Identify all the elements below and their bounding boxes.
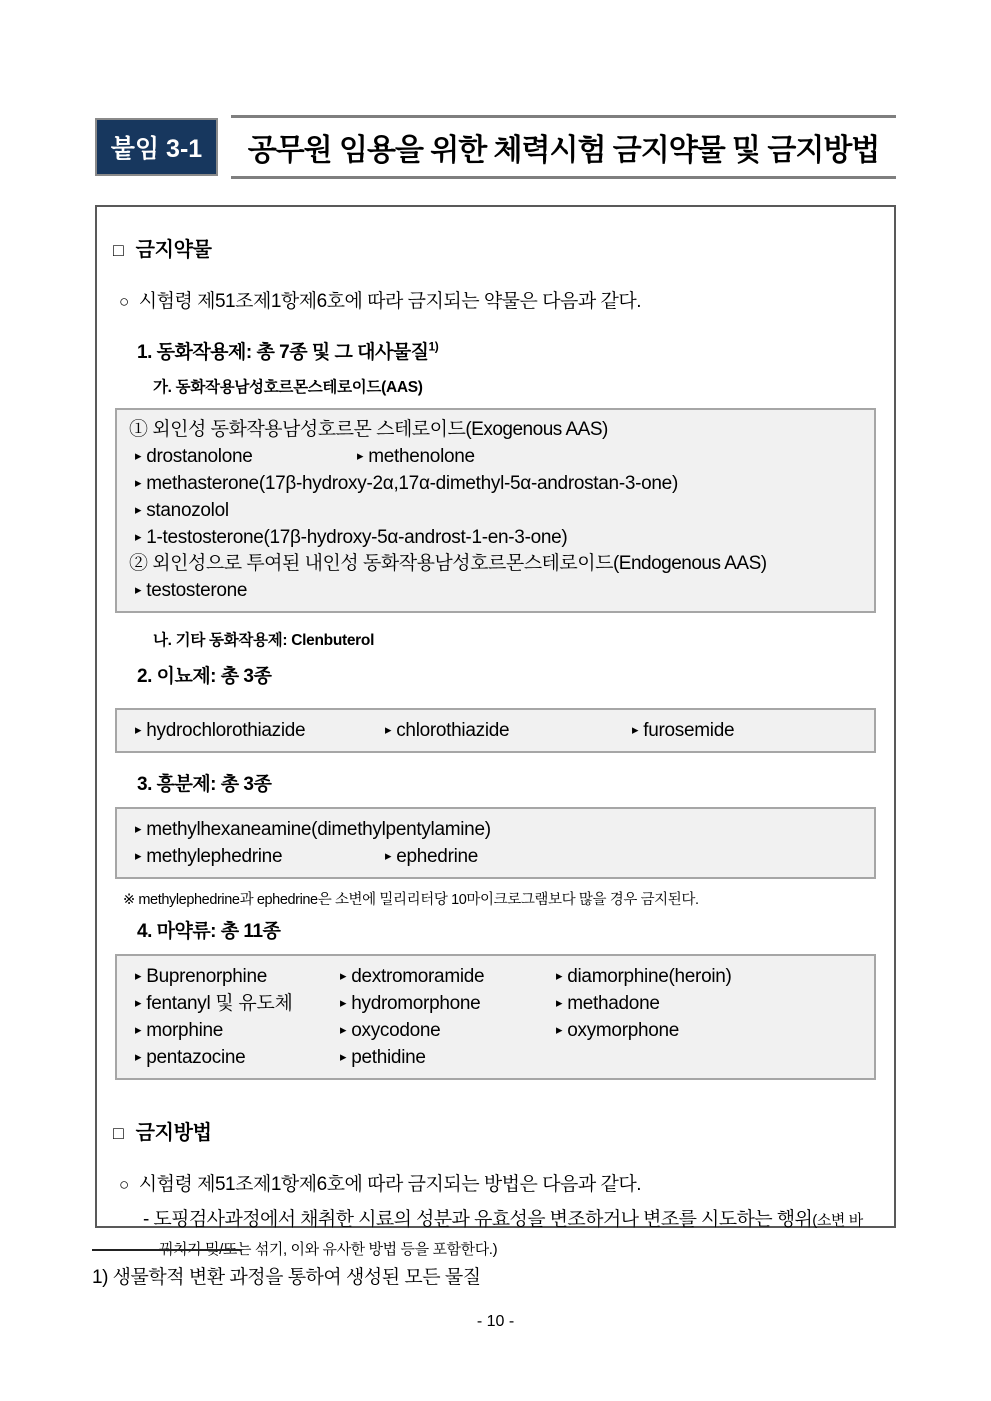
triangle-bullet-icon: ▸ bbox=[340, 1022, 347, 1037]
drug-row bbox=[135, 497, 862, 524]
prohibited-methods-heading-label: 금지방법 bbox=[135, 1122, 212, 1144]
drug-item bbox=[556, 993, 660, 1014]
triangle-bullet-icon: ▸ bbox=[556, 1022, 563, 1037]
drug-name: pethidine bbox=[351, 1047, 426, 1068]
stimulants-note: ※ methylephedrine과 ephedrine은 소변에 밀리리터당 10마이크로그램보다 많을 경우 금지된다. bbox=[123, 892, 699, 908]
drug-item bbox=[632, 720, 734, 741]
drug-name: morphine bbox=[146, 1020, 224, 1041]
section1-title bbox=[137, 337, 876, 364]
drug-name: diamorphine(heroin) bbox=[567, 966, 732, 987]
methods-detail-paren: (소변 바꿔치기 및/또는 섞기, 이와 유사한 방법 등을 포함한다.) bbox=[159, 1212, 863, 1258]
methods-intro-text: 시험령 제51조제1항제6호에 따라 금지되는 방법은 다음과 같다. bbox=[138, 1174, 641, 1195]
prohibited-methods-heading bbox=[113, 1116, 876, 1145]
triangle-bullet-icon: ▸ bbox=[385, 722, 392, 737]
triangle-bullet-icon: ▸ bbox=[632, 722, 639, 737]
drug-row bbox=[135, 717, 862, 744]
triangle-bullet-icon: ▸ bbox=[135, 448, 142, 463]
methods-intro bbox=[119, 1169, 876, 1196]
section2-title: 2. 이뇨제: 총 3종 bbox=[137, 666, 272, 687]
stimulants-drug-box bbox=[115, 807, 876, 879]
drug-item bbox=[556, 1020, 679, 1041]
triangle-bullet-icon: ▸ bbox=[556, 968, 563, 983]
triangle-bullet-icon: ▸ bbox=[135, 848, 142, 863]
methods-detail-text: 도핑검사과정에서 채취한 시료의 성분과 유효성을 변조하거나 변조를 시도하는 행위 bbox=[153, 1209, 813, 1230]
section1-title-text: 1. 동화작용제: 총 7종 및 그 대사물질 bbox=[137, 342, 429, 363]
endogenous-aas-line: ② 외인성으로 투여된 내인성 동화작용남성호르몬스테로이드(Endogenous AAS) bbox=[129, 553, 767, 574]
drug-item bbox=[135, 963, 340, 990]
drugs-intro-text: 시험령 제51조제1항제6호에 따라 금지되는 약물은 다음과 같다. bbox=[138, 291, 641, 312]
triangle-bullet-icon: ▸ bbox=[135, 502, 142, 517]
drug-name: methadone bbox=[567, 993, 660, 1014]
dash-marker: - bbox=[143, 1209, 149, 1230]
drug-name: chlorothiazide bbox=[396, 720, 510, 741]
drug-item bbox=[135, 1044, 340, 1071]
drug-item bbox=[135, 1017, 340, 1044]
triangle-bullet-icon: ▸ bbox=[135, 475, 142, 490]
drug-item bbox=[340, 1017, 556, 1044]
attachment-badge: 붙임 3-1 bbox=[95, 118, 218, 176]
drug-name: Buprenorphine bbox=[146, 966, 267, 987]
triangle-bullet-icon: ▸ bbox=[135, 529, 142, 544]
drug-item bbox=[340, 1047, 426, 1068]
drug-name: pentazocine bbox=[146, 1047, 246, 1068]
page-number: - 10 - bbox=[476, 1313, 515, 1330]
section4-title: 4. 마약류: 총 11종 bbox=[137, 921, 281, 942]
drug-item bbox=[340, 963, 556, 990]
narcotics-drug-box bbox=[115, 954, 876, 1080]
drug-name: stanozolol bbox=[146, 500, 229, 521]
drug-item bbox=[385, 846, 478, 867]
drug-item bbox=[135, 990, 340, 1017]
exogenous-aas-line: ① 외인성 동화작용남성호르몬 스테로이드(Exogenous AAS) bbox=[129, 419, 608, 440]
triangle-bullet-icon: ▸ bbox=[340, 995, 347, 1010]
drug-row bbox=[135, 816, 862, 843]
circle-marker-icon: ○ bbox=[119, 292, 129, 311]
drug-name: oxymorphone bbox=[567, 1020, 680, 1041]
drug-name: oxycodone bbox=[351, 1020, 441, 1041]
drug-name: testosterone bbox=[146, 580, 248, 601]
section1-sub-a: 가. 동화작용남성호르몬스테로이드(AAS) bbox=[153, 379, 423, 396]
drug-row bbox=[135, 1044, 862, 1071]
drug-row bbox=[135, 577, 862, 604]
drug-row bbox=[135, 524, 862, 551]
drug-name: fentanyl 및 유도체 bbox=[146, 993, 293, 1014]
main-content-box bbox=[95, 205, 896, 1258]
triangle-bullet-icon: ▸ bbox=[135, 1049, 142, 1064]
footnote-text: 1) 생물학적 변환 과정을 통하여 생성된 모든 물질 bbox=[92, 1267, 481, 1288]
drug-name: methylhexaneamine(dimethylpentylamine) bbox=[146, 819, 491, 840]
drug-name: methasterone(17β-hydroxy-2α,17α-dimethyl-5α-androstan-3-one) bbox=[146, 473, 678, 494]
drug-name: 1-testosterone(17β-hydroxy-5α-androst-1-en-3-one) bbox=[146, 527, 568, 548]
triangle-bullet-icon: ▸ bbox=[385, 848, 392, 863]
triangle-bullet-icon: ▸ bbox=[135, 821, 142, 836]
drug-name: dextromoramide bbox=[351, 966, 485, 987]
drugs-intro bbox=[119, 286, 876, 313]
diuretics-drug-box bbox=[115, 708, 876, 753]
footnote-divider bbox=[92, 1249, 242, 1251]
aas-drug-box bbox=[115, 408, 876, 613]
methods-detail bbox=[143, 1206, 876, 1264]
drug-item bbox=[556, 966, 732, 987]
drug-name: drostanolone bbox=[146, 446, 253, 467]
section3-title: 3. 흥분제: 총 3종 bbox=[137, 774, 272, 795]
drug-item bbox=[135, 717, 385, 744]
drug-row bbox=[135, 990, 862, 1017]
drug-item bbox=[385, 717, 632, 744]
drug-row bbox=[135, 963, 862, 990]
drug-name: furosemide bbox=[643, 720, 735, 741]
triangle-bullet-icon: ▸ bbox=[135, 995, 142, 1010]
drug-item bbox=[340, 990, 556, 1017]
drug-row bbox=[135, 443, 862, 470]
triangle-bullet-icon: ▸ bbox=[357, 448, 364, 463]
drug-item bbox=[135, 443, 357, 470]
prohibited-drugs-heading bbox=[113, 233, 876, 262]
triangle-bullet-icon: ▸ bbox=[340, 1049, 347, 1064]
drug-name: hydrochlorothiazide bbox=[146, 720, 306, 741]
circle-marker-icon: ○ bbox=[119, 1175, 129, 1194]
section1-sub-b: 나. 기타 동화작용제: Clenbuterol bbox=[153, 632, 375, 649]
triangle-bullet-icon: ▸ bbox=[340, 968, 347, 983]
triangle-bullet-icon: ▸ bbox=[135, 968, 142, 983]
square-marker-icon: □ bbox=[113, 240, 124, 260]
drug-row bbox=[135, 843, 862, 870]
page-header bbox=[95, 115, 896, 179]
triangle-bullet-icon: ▸ bbox=[135, 722, 142, 737]
prohibited-drugs-heading-label: 금지약물 bbox=[135, 239, 212, 261]
drug-name: methenolone bbox=[368, 446, 475, 467]
drug-name: hydromorphone bbox=[351, 993, 481, 1014]
triangle-bullet-icon: ▸ bbox=[135, 1022, 142, 1037]
triangle-bullet-icon: ▸ bbox=[135, 582, 142, 597]
triangle-bullet-icon: ▸ bbox=[556, 995, 563, 1010]
footnote-ref: 1) bbox=[428, 339, 439, 354]
drug-item bbox=[357, 446, 475, 467]
drug-name: ephedrine bbox=[396, 846, 479, 867]
square-marker-icon: □ bbox=[113, 1123, 124, 1143]
drug-row bbox=[135, 470, 862, 497]
drug-name: methylephedrine bbox=[146, 846, 283, 867]
drug-item bbox=[135, 843, 385, 870]
page-title: 공무원 임용을 위한 체력시험 금지약물 및 금지방법 bbox=[231, 115, 896, 179]
drug-row bbox=[135, 1017, 862, 1044]
